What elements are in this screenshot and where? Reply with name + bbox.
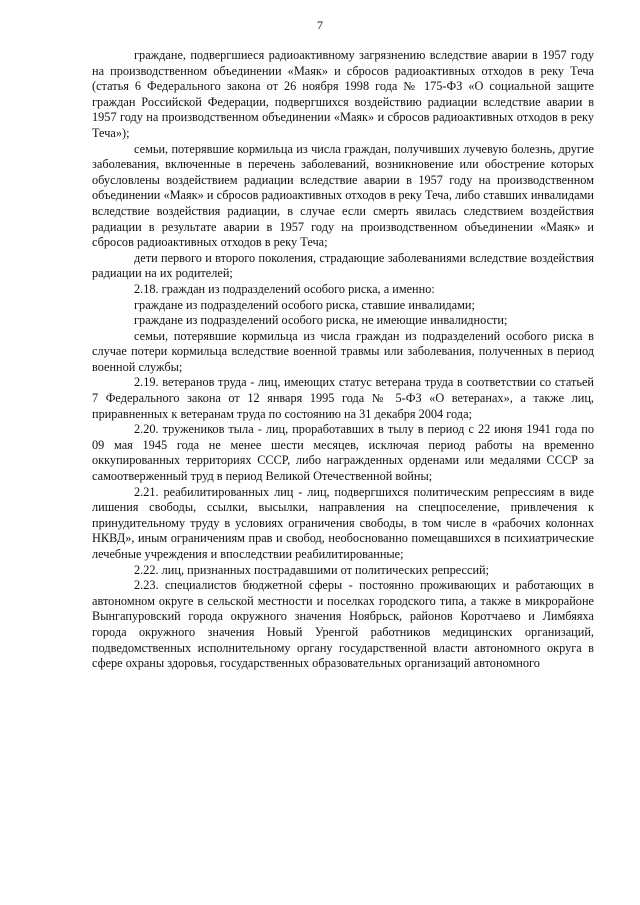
paragraph-2-21-rehabilitated: 2.21. реабилитированных лиц - лиц, подвергшихся политическим репрессиям в виде лишения свободы, ссылки, высылки, направления на спецпоселение, привлечения к принудительному труду в условиях ограничения свободы, в том числе в «рабочих колоннах НКВД», иным ограничениям прав и свобод, необоснованно помещавшихся в психиатрические лечебные учреждения и впоследствии реабилитированные; [92, 484, 594, 561]
paragraph-2-18-special-risk: 2.18. граждан из подразделений особого риска, а именно: [134, 281, 435, 296]
paragraph-2-23-public-sector: 2.23. специалистов бюджетной сферы - постоянно проживающих и работающих в автономном округе в сельской местности и поселках городского типа, а также в микрорайоне Вынгапуровский города окружного значения Ноябрьск, районов Коротчаево и Лимбяяха города окружного значения Новый Уренгой работников медицинских организаций, подведомственных исполнительному органу государственной власти автономного округа в сфере охраны здоровья, государственных образовательных организаций автономного [92, 578, 594, 671]
paragraph-mayak-citizens: граждане, подвергшиеся радиоактивному загрязнению вследствие аварии в 1957 году на производственном объединении «Маяк» и сбросов радиоактивных отходов в реку Теча (статья 6 Федерального закона от 26 ноября 1998 года № 175-ФЗ «О социальной защите граждан Российской Федерации, подвергшихся воздействию радиации вследствие аварии в 1957 году на производственном объединении «Маяк» и сбросов радиоактивных отходов в реку Теча»); [92, 48, 594, 140]
paragraph-families-lost-breadwinner-radiation: семьи, потерявшие кормильца из числа граждан, получивших лучевую болезнь, другие заболевания, включенные в перечень заболеваний, возникновение или обострение которых обусловлены воздействием радиации вследствие аварии в 1957 году на производственном объединении «Маяк» и сбросов радиоактивных отходов в реку Теча, либо ставших инвалидами вследствие воздействия радиации, в случае если смерть явилась следствием воздействия радиации в результате аварии в 1957 году на производственном объединении «Маяк» и сбросов радиоактивных отходов в реку Теча; [92, 141, 594, 250]
paragraph-children-generations: дети первого и второго поколения, страдающие заболеваниями вследствие воздействия радиации на их родителей; [92, 250, 594, 281]
paragraph-special-risk-families: семьи, потерявшие кормильца из числа граждан из подразделений особого риска в случае потери кормильца вследствие военной травмы или заболевания, полученных в период военной службы; [92, 328, 594, 374]
paragraph-special-risk-no-disability: граждане из подразделений особого риска, не имеющие инвалидности; [134, 313, 508, 328]
paragraph-2-22-victims-repression: 2.22. лиц, признанных пострадавшими от политических репрессий; [134, 562, 490, 577]
paragraph-2-20-home-front-workers: 2.20. тружеников тыла - лиц, проработавших в тылу в период с 22 июня 1941 года по 09 мая 1945 года не менее шести месяцев, исключая период работы на временно оккупированных территориях СССР, либо награжденных орденами или медалями СССР за самоотверженный труд в период Великой Отечественной войны; [92, 422, 594, 484]
document-body [92, 48, 594, 672]
paragraph-special-risk-disabled: граждане из подразделений особого риска, ставшие инвалидами; [134, 297, 475, 312]
page-number: 7 [317, 18, 323, 32]
paragraph-2-19-labor-veterans: 2.19. ветеранов труда - лиц, имеющих статус ветерана труда в соответствии со статьей 7 Федерального закона от 12 января 1995 года № 5-ФЗ «О ветеранах», а также лиц, приравненных к ветеранам труда по состоянию на 31 декабря 2004 года; [92, 375, 594, 421]
